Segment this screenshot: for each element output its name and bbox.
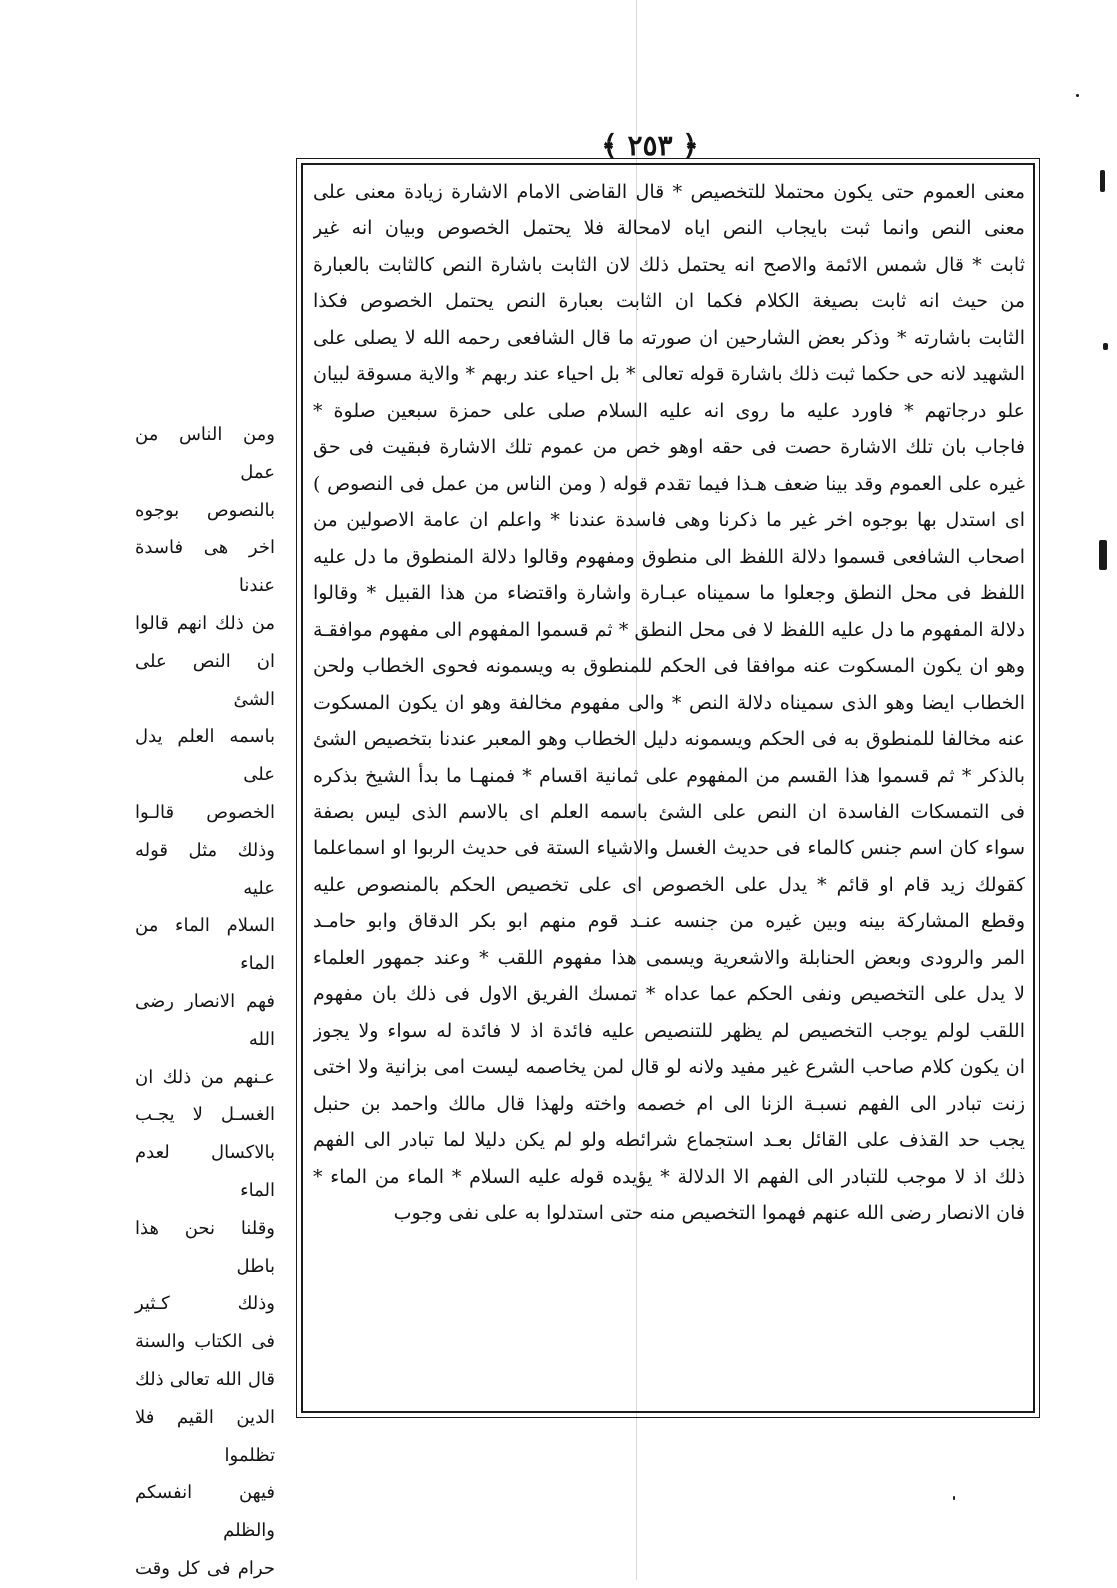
margin-line: حرام فى كل وقت <box>135 1557 275 1579</box>
ink-speck <box>953 1496 955 1500</box>
margin-line: السلام الماء من الماء <box>135 915 275 975</box>
margin-line: باسمه العلم يدل على <box>135 726 275 786</box>
main-text-line: اصحاب الشافعى قسموا دلالة اللفظ الى منطوق ومفهوم وقالوا دلالة المنطوق ما دل عليه <box>313 545 1025 568</box>
main-text-line: وقطع المشاركة بينه وبين غيره من جنسه عنـد قوم منهم ابو بكر الدقاق وابو حامـد <box>313 910 1025 933</box>
main-text-line: فان الانصار رضى الله عنهم فهموا التخصيص منه حتى استدلوا به على نفى وجوب <box>393 1202 1025 1225</box>
main-text-block <box>313 174 1025 1406</box>
margin-line: قال الله تعالى ذلك <box>135 1368 275 1390</box>
main-text-line: الخطاب ايضا وهو الذى سميناه دلالة النص * والى مفهوم مخالفة وهو ان يكون المسكوت <box>313 691 1025 714</box>
margin-line: فهم الانصار رضى الله <box>135 990 275 1050</box>
main-text-line: فاجاب بان تلك الاشارة حصت فى حقه اوهو خص من عموم تلك الاشارة فبقيت فى حق <box>313 436 1025 459</box>
main-text-line: من حيث انه ثابت بصيغة الكلام فكما ان الثابت بعبارة النص يحتمل الخصوص فكذا <box>313 290 1025 313</box>
main-text-line: غيره على العموم وقد بينا ضعف هـذا فيما تقدم قوله ( ومن الناس من عمل فى النصوص ) <box>313 472 1025 495</box>
main-text-line: ثابت * قال شمس الائمة والاصح انه يحتمل ذلك لان الثابت باشارة النص كالثابت بالعبارة <box>313 253 1025 276</box>
margin-line: من ذلك انهم قالوا <box>135 612 275 634</box>
main-text-line: الثابت باشارته * وذكر بعض الشارحين ان صورته ما قال الشافعى رحمه الله لا يصلى على <box>313 326 1025 349</box>
main-text-line: المر والرودى وبعض الحنابلة والاشعرية ويسمى هذا مفهوم اللقب * وعند جمهور العلماء <box>313 946 1025 969</box>
ink-speck <box>1076 94 1079 97</box>
margin-line: الغسـل لا يجـب <box>135 1104 275 1126</box>
main-text-line: عنه مخالفا للمنطوق به فى الحكم ويسمونه دليل الخطاب وهو المعبر عندنا بتخصيص الشئ <box>313 728 1025 751</box>
main-text-line: دلالة المفهوم ما دل عليه اللفظ لا فى محل النطق * ثم قسموا المفهوم الى مفهوم موافقـة <box>313 618 1025 641</box>
main-text-line: ان يكون كلام صاحب الشرع غير مفيد ولانه لو قال لمن يخاصمه ليست امى بزانية ولا اختى <box>313 1056 1025 1079</box>
ink-speck <box>1100 170 1105 192</box>
main-text-line: الشهيد لانه حى حكما ثبت ذلك باشارة قوله تعالى * بل احياء عند ربهم * والاية مسوقة لبيان <box>313 363 1025 386</box>
main-text-line: زنت تبادر الى الفهم نسبـة الزنا الى ام خصمه واخته ولهذا قال مالك واحمد بن حنبل <box>313 1092 1025 1115</box>
main-text-line: كقولك زيد قام او قائم * يدل على الخصوص اى على تخصيص الحكم بالمنصوص عليه <box>313 873 1025 896</box>
margin-line: بالاكسال لعدم الماء <box>135 1142 275 1201</box>
page-number: ﴿ ٢٥٣ ﴾ <box>601 129 699 162</box>
main-text-line: وهو ان يكون المسكوت عنه موافقا فى الحكم للمنطوق به ويسمونه فحوى الخطاب ولحن <box>313 655 1025 678</box>
margin-line: فى الكتاب والسنة <box>135 1331 275 1353</box>
ink-speck <box>1103 343 1108 350</box>
main-text-line: لا يدل على التخصيص ونفى الحكم عما عداه * تمسك الفريق الاول فى ذلك بان مفهوم <box>313 983 1025 1006</box>
main-text-line: معنى النص وانما ثبت بايجاب النص اياه لامحالة فلا يحتمل الخصوص وبيان انه غير <box>313 217 1025 240</box>
main-text-line: سواء كان اسم جنس كالماء فى حديث الغسل والاشياء الستة فى حديث الربوا او اسماعلما <box>313 837 1025 860</box>
main-text-line: علو درجاتهم * فاورد عليه ما روى انه عليه السلام صلى على حمزة سبعين صلوة * <box>313 399 1025 422</box>
margin-line: ان النص على الشئ <box>135 650 275 710</box>
margin-line: الخصوص قالـوا <box>135 801 275 823</box>
margin-line: فيهن انفسكم والظلم <box>135 1482 275 1542</box>
margin-line: بالنصوص بوجوه <box>135 499 275 521</box>
main-text-line: بالذكر * ثم قسموا هذا القسم من المفهوم على ثمانية اقسام * فمنهـا ما بدأ الشيخ بذكره <box>313 764 1025 787</box>
margin-line: وقلنا نحن هذا باطل <box>135 1217 275 1277</box>
ink-speck <box>1099 540 1107 570</box>
main-text-line: معنى العموم حتى يكون محتملا للتخصيص * قال القاضى الامام الاشارة زيادة معنى على <box>313 181 1025 203</box>
main-text-line: يجب حد القذف على القائل بعـد استجماع شرائطه ولو لم يكن دليلا لما تبادر الى الفهم <box>313 1129 1025 1152</box>
margin-line: عـنهم من ذلك ان <box>135 1066 275 1088</box>
margin-line: الدين القيم فلا تظلموا <box>135 1406 275 1466</box>
margin-line: ومن الناس من عمل <box>135 424 275 483</box>
main-text-line: اى استدل بها بوجوه اخر غير ما ذكرنا وهى فاسدة عندنا * واعلم ان عامة الاصولين من <box>313 509 1025 532</box>
margin-commentary <box>135 416 275 1588</box>
main-text-line: فى التمسكات الفاسدة ان النص على الشئ باسمه العلم اى بالاسم الذى ليس بصفة <box>313 800 1025 823</box>
main-text-line: اللقب لولم يوجب التخصيص لم يظهر للتنصيص عليه فائدة اذ لا فائدة له سواء ولا يجوز <box>313 1019 1025 1042</box>
margin-line: اخر هى فاسدة عندنا <box>135 537 275 597</box>
main-text-line: ذلك اذ لا موجب للتبادر الى الفهم الا الدلالة * يؤيده قوله عليه السلام * الماء من الماء * <box>313 1165 1025 1188</box>
margin-line: وذلك كـثير <box>135 1293 275 1315</box>
main-text-line: اللفظ فى محل النطق وجعلوا ما سميناه عبـارة واشارة واقتضاء من هذا القبيل * وقالوا <box>313 582 1025 605</box>
margin-line: وذلك مثل قوله عليه <box>135 839 275 899</box>
